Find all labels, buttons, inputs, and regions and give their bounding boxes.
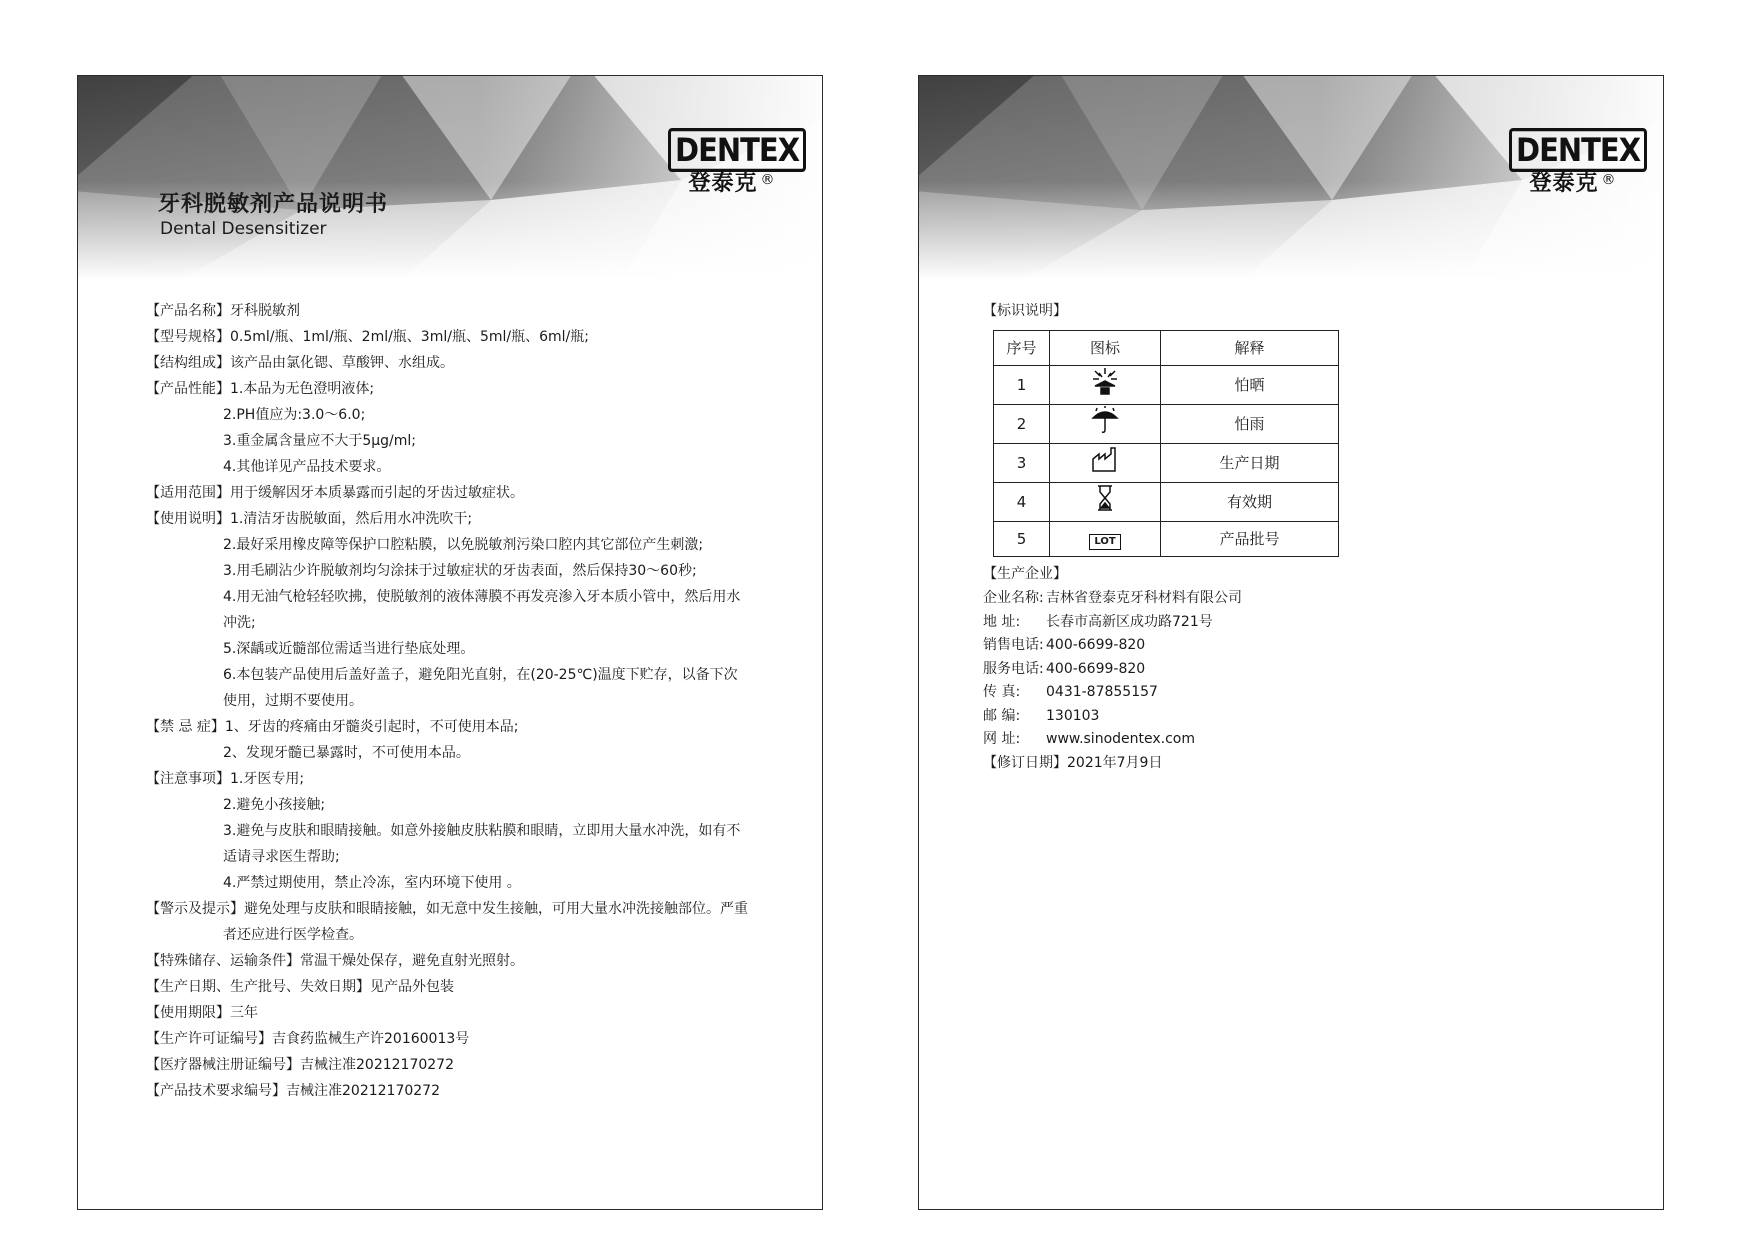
- row-number: 4: [994, 483, 1050, 522]
- document-title-en: Dental Desensitizer: [160, 219, 327, 239]
- line-precaution-2: 2.避免小孩接触;: [223, 797, 326, 813]
- line-registration-cert: 【医疗器械注册证编号】吉械注准20212170272: [146, 1057, 454, 1073]
- line-usage-2: 2.最好采用橡皮障等保护口腔粘膜，以免脱敏剂污染口腔内其它部位产生刺激;: [223, 537, 704, 553]
- row-desc: 有效期: [1161, 483, 1339, 522]
- line-precaution-3: 3.避免与皮肤和眼睛接触。如意外接触皮肤粘膜和眼睛，立即用大量水冲洗，如有不: [223, 823, 741, 839]
- postcode-row: 邮 编: 130103: [983, 707, 1100, 724]
- manufacture-date-factory-icon: [1090, 444, 1120, 474]
- row-number: 5: [994, 522, 1050, 557]
- header-icon: 图标: [1050, 331, 1161, 366]
- line-usage-4-cont: 冲洗;: [223, 615, 256, 631]
- document-title-cn: 牙科脱敏剂产品说明书: [158, 192, 389, 217]
- symbols-table: [993, 330, 1339, 557]
- enterprise-name-row: 企业名称: 吉林省登泰克牙科材料有限公司: [983, 590, 1242, 606]
- line-warning: 【警示及提示】避免处理与皮肤和眼睛接触，如无意中发生接触，可用大量水冲洗接触部位。严重: [146, 901, 748, 917]
- line-dates: 【生产日期、生产批号、失效日期】见产品外包装: [146, 979, 454, 995]
- fax-row: 传 真: 0431-87855157: [983, 684, 1158, 700]
- line-precaution-4: 4.严禁过期使用，禁止冷冻，室内环境下使用 。: [223, 875, 521, 891]
- website-row: 网 址: www.sinodentex.com: [983, 731, 1196, 747]
- row-desc: 产品批号: [1161, 522, 1339, 557]
- line-contraindication-1: 【禁 忌 症】1、牙齿的疼痛由牙髓炎引起时，不可使用本品;: [146, 719, 519, 735]
- line-usage-3: 3.用毛刷沾少许脱敏剂均匀涂抹于过敏症状的牙齿表面，然后保持30～60秒;: [223, 563, 697, 579]
- line-contraindication-2: 2、发现牙髓已暴露时，不可使用本品。: [223, 745, 470, 761]
- table-row: [994, 522, 1339, 557]
- line-storage: 【特殊储存、运输条件】常温干燥处保存，避免直射光照射。: [146, 953, 524, 969]
- row-number: 3: [994, 444, 1050, 483]
- registered-mark: ®: [1601, 172, 1617, 188]
- lot-number-icon: LOT: [1089, 534, 1120, 550]
- table-header-row: [994, 331, 1339, 366]
- instruction-page-left: [77, 75, 823, 1210]
- line-performance-1: 【产品性能】1.本品为无色澄明液体;: [146, 381, 375, 397]
- logo-wordmark: DENTEX: [1509, 128, 1647, 172]
- line-performance-2: 2.PH值应为:3.0～6.0;: [223, 407, 366, 423]
- line-warning-cont: 者还应进行医学检查。: [223, 927, 363, 943]
- line-usage-5: 5.深龋或近髓部位需适当进行垫底处理。: [223, 641, 475, 657]
- header-no: 序号: [994, 331, 1050, 366]
- keep-away-from-sunlight-icon: [1090, 366, 1120, 396]
- line-performance-4: 4.其他详见产品技术要求。: [223, 459, 391, 475]
- line-usage-1: 【使用说明】1.清洁牙齿脱敏面，然后用水冲洗吹干;: [146, 511, 473, 527]
- line-usage-4: 4.用无油气枪轻轻吹拂，使脱敏剂的液体薄膜不再发亮渗入牙本质小管中，然后用水: [223, 589, 741, 605]
- logo-chinese-name: 登泰克: [688, 171, 758, 196]
- row-number: 2: [994, 405, 1050, 444]
- line-precaution-1: 【注意事项】1.牙医专用;: [146, 771, 305, 787]
- brand-logo: [1509, 130, 1641, 198]
- revision-date: 【修订日期】2021年7月9日: [983, 754, 1163, 771]
- symbols-heading: 【标识说明】: [983, 303, 1067, 319]
- line-shelf-life: 【使用期限】三年: [146, 1005, 258, 1021]
- address-row: 地 址: 长春市高新区成功路721号: [983, 613, 1213, 630]
- line-usage-6: 6.本包装产品使用后盖好盖子，避免阳光直射，在(20-25℃)温度下贮存，以备下次: [223, 667, 738, 683]
- line-scope: 【适用范围】用于缓解因牙本质暴露而引起的牙齿过敏症状。: [146, 485, 524, 501]
- expiry-hourglass-icon: [1090, 483, 1120, 513]
- brand-logo: [668, 130, 800, 198]
- table-row: [994, 483, 1339, 522]
- row-desc: 生产日期: [1161, 444, 1339, 483]
- instruction-body: [146, 298, 756, 1104]
- enterprise-info: [983, 587, 1339, 775]
- logo-wordmark: DENTEX: [668, 128, 806, 172]
- row-desc: 怕雨: [1161, 405, 1339, 444]
- line-product-name: 【产品名称】牙科脱敏剂: [146, 303, 300, 319]
- line-model-spec: 【型号规格】0.5ml/瓶、1ml/瓶、2ml/瓶、3ml/瓶、5ml/瓶、6ml/瓶;: [146, 329, 589, 345]
- line-production-license: 【生产许可证编号】吉食药监械生产许20160013号: [146, 1031, 470, 1047]
- row-number: 1: [994, 366, 1050, 405]
- line-usage-6-cont: 使用，过期不要使用。: [223, 693, 363, 709]
- registered-mark: ®: [760, 172, 776, 188]
- sales-phone-row: 销售电话: 400-6699-820: [983, 637, 1146, 653]
- table-row: [994, 405, 1339, 444]
- row-desc: 怕晒: [1161, 366, 1339, 405]
- table-row: [994, 366, 1339, 405]
- instruction-page-right: [918, 75, 1664, 1210]
- service-phone-row: 服务电话: 400-6699-820: [983, 660, 1146, 677]
- line-performance-3: 3.重金属含量应不大于5μg/ml;: [223, 433, 417, 449]
- logo-chinese-name: 登泰克: [1529, 171, 1599, 196]
- enterprise-heading: 【生产企业】: [983, 566, 1067, 582]
- keep-dry-umbrella-icon: [1090, 405, 1120, 435]
- line-composition: 【结构组成】该产品由氯化锶、草酸钾、水组成。: [146, 355, 454, 371]
- line-precaution-3-cont: 适请寻求医生帮助;: [223, 849, 340, 865]
- line-technical-requirement: 【产品技术要求编号】吉械注准20212170272: [146, 1083, 440, 1099]
- right-body: [983, 298, 1339, 775]
- header-desc: 解释: [1161, 331, 1339, 366]
- table-row: [994, 444, 1339, 483]
